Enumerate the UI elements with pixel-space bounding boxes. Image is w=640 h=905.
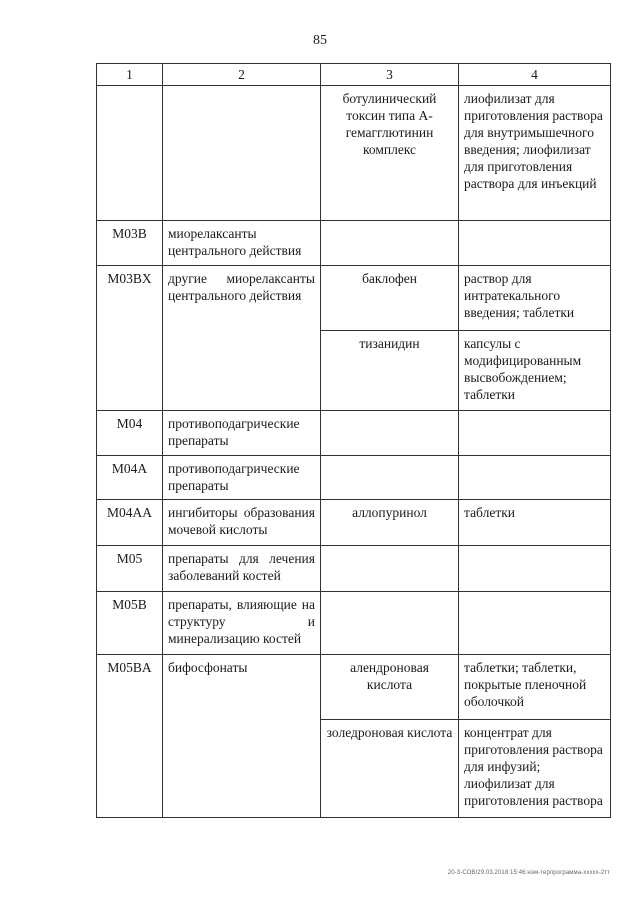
group-name: противоподагрические препараты [163, 456, 321, 500]
group-name: препараты для лечения заболеваний костей [163, 546, 321, 592]
dosage-form [459, 592, 611, 655]
header-col-2: 2 [163, 64, 321, 86]
atc-code: M03B [97, 221, 163, 266]
page-number: 85 [313, 33, 327, 48]
drug-name: ботулинический токсин типа А-гемагглютинин комплекс [321, 86, 459, 221]
group-name: ингибиторы образования мочевой кислоты [163, 500, 321, 546]
drug-name: аллопуринол [321, 500, 459, 546]
header-col-4: 4 [459, 64, 611, 86]
footer-stamp: 20-3-СОВ/29.03.2018 15:46:нэм-терпрограмма-xxxxx-2тт [447, 870, 610, 876]
drug-name: баклофен [321, 266, 459, 331]
drug-name [321, 546, 459, 592]
atc-code: M03BX [97, 266, 163, 411]
dosage-form [459, 411, 611, 456]
atc-code: M04A [97, 456, 163, 500]
dosage-form: лиофилизат для приготовления раствора для внутримышечного введения; лиофилизат для приготовления раствора для инъекций [459, 86, 611, 221]
drug-name [321, 221, 459, 266]
dosage-form: концентрат для приготовления раствора для инфузий; лиофилизат для приготовления раствора [459, 720, 611, 818]
drug-name [321, 592, 459, 655]
header-col-1: 1 [97, 64, 163, 86]
table-row [97, 655, 611, 720]
atc-code: M05 [97, 546, 163, 592]
group-name: другие миорелаксанты центрального действия [163, 266, 321, 411]
header-col-3: 3 [321, 64, 459, 86]
atc-code: M05B [97, 592, 163, 655]
group-name [163, 86, 321, 221]
header-row [97, 64, 611, 86]
table-row [97, 546, 611, 592]
group-name: бифосфонаты [163, 655, 321, 818]
table-row [97, 86, 611, 221]
group-name: миорелаксанты центрального действия [163, 221, 321, 266]
group-name: противоподагрические препараты [163, 411, 321, 456]
drug-name: золедроновая кислота [321, 720, 459, 818]
atc-code: M04 [97, 411, 163, 456]
dosage-form: таблетки; таблетки, покрытые пленочной оболочкой [459, 655, 611, 720]
dosage-form: раствор для интратекального введения; таблетки [459, 266, 611, 331]
atc-code: M05BA [97, 655, 163, 818]
atc-code [97, 86, 163, 221]
drug-name [321, 411, 459, 456]
drug-name: тизанидин [321, 331, 459, 411]
atc-code: M04AA [97, 500, 163, 546]
table-row [97, 456, 611, 500]
table-row [97, 221, 611, 266]
table-row [97, 500, 611, 546]
table-row [97, 266, 611, 331]
dosage-form: капсулы с модифицированным высвобождением; таблетки [459, 331, 611, 411]
drug-name: алендроновая кислота [321, 655, 459, 720]
dosage-form: таблетки [459, 500, 611, 546]
dosage-form [459, 546, 611, 592]
drug-table [96, 63, 611, 818]
table-row [97, 592, 611, 655]
dosage-form [459, 221, 611, 266]
drug-name [321, 456, 459, 500]
table-row [97, 411, 611, 456]
group-name: препараты, влияющие на структуру и минерализацию костей [163, 592, 321, 655]
dosage-form [459, 456, 611, 500]
